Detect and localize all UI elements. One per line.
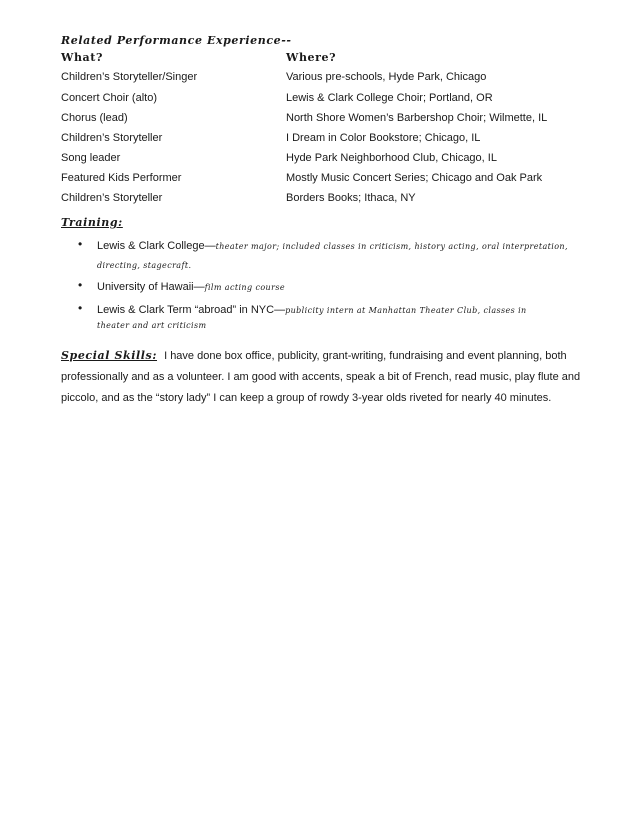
training-institution: Lewis & Clark Term “abroad” in NYC— [97,304,286,316]
experience-what: Children’s Storyteller [61,192,163,204]
experience-what: Children’s Storyteller/Singer [61,71,198,83]
table-row [0,132,638,152]
experience-where: Hyde Park Neighborhood Club, Chicago, IL [286,152,497,164]
experience-heading: Related Performance Experience-- [61,34,292,47]
training-institution: Lewis & Clark College— [97,240,216,252]
experience-what: Featured Kids Performer [61,172,182,184]
experience-where: Borders Books; Ithaca, NY [286,192,416,204]
special-skills-label: Special Skills: [61,349,158,362]
list-item [97,304,527,316]
table-row [0,71,638,91]
column-what-header: What? [61,51,104,64]
experience-where: Various pre-schools, Hyde Park, Chicago [286,71,487,83]
training-detail-continued: theater and art criticism [97,321,207,330]
experience-where: North Shore Women’s Barbershop Choir; Wilmette, IL [286,112,548,124]
experience-what: Children’s Storyteller [61,132,163,144]
table-row [0,192,638,212]
bullet-icon: • [78,278,83,292]
training-heading: Training: [61,216,123,229]
table-row [0,152,638,172]
special-skills-text: I have done box office, publicity, grant-writing, fundraising and event planning, both professionally and as a volunteer. I am good with accents, speak a bit of French, read music, play flute and piccolo, and as the “story lady” I can keep a group of rowdy 3-year olds riveted for nearly 40 minutes. [61,350,581,404]
bullet-icon: • [78,237,83,251]
table-row [0,172,638,192]
table-row [0,112,638,132]
experience-where: Mostly Music Concert Series; Chicago and Oak Park [286,172,543,184]
experience-what: Chorus (lead) [61,112,128,124]
special-skills-paragraph [61,345,581,409]
column-where-header: Where? [286,51,337,64]
experience-where: I Dream in Color Bookstore; Chicago, IL [286,132,481,144]
table-row [0,92,638,112]
experience-what: Song leader [61,152,121,164]
training-detail: film acting course [204,283,285,292]
bullet-icon: • [78,301,83,315]
experience-what: Concert Choir (alto) [61,92,157,104]
training-detail: publicity intern at Manhattan Theater Club, classes in [285,306,527,315]
training-detail: theater major; included classes in criticism, history acting, oral interpretation, [215,242,568,251]
training-detail-continued: directing, stagecraft. [97,261,192,270]
list-item [97,281,285,293]
list-item [97,240,568,252]
training-institution: University of Hawaii— [97,281,205,293]
experience-where: Lewis & Clark College Choir; Portland, OR [286,92,493,104]
